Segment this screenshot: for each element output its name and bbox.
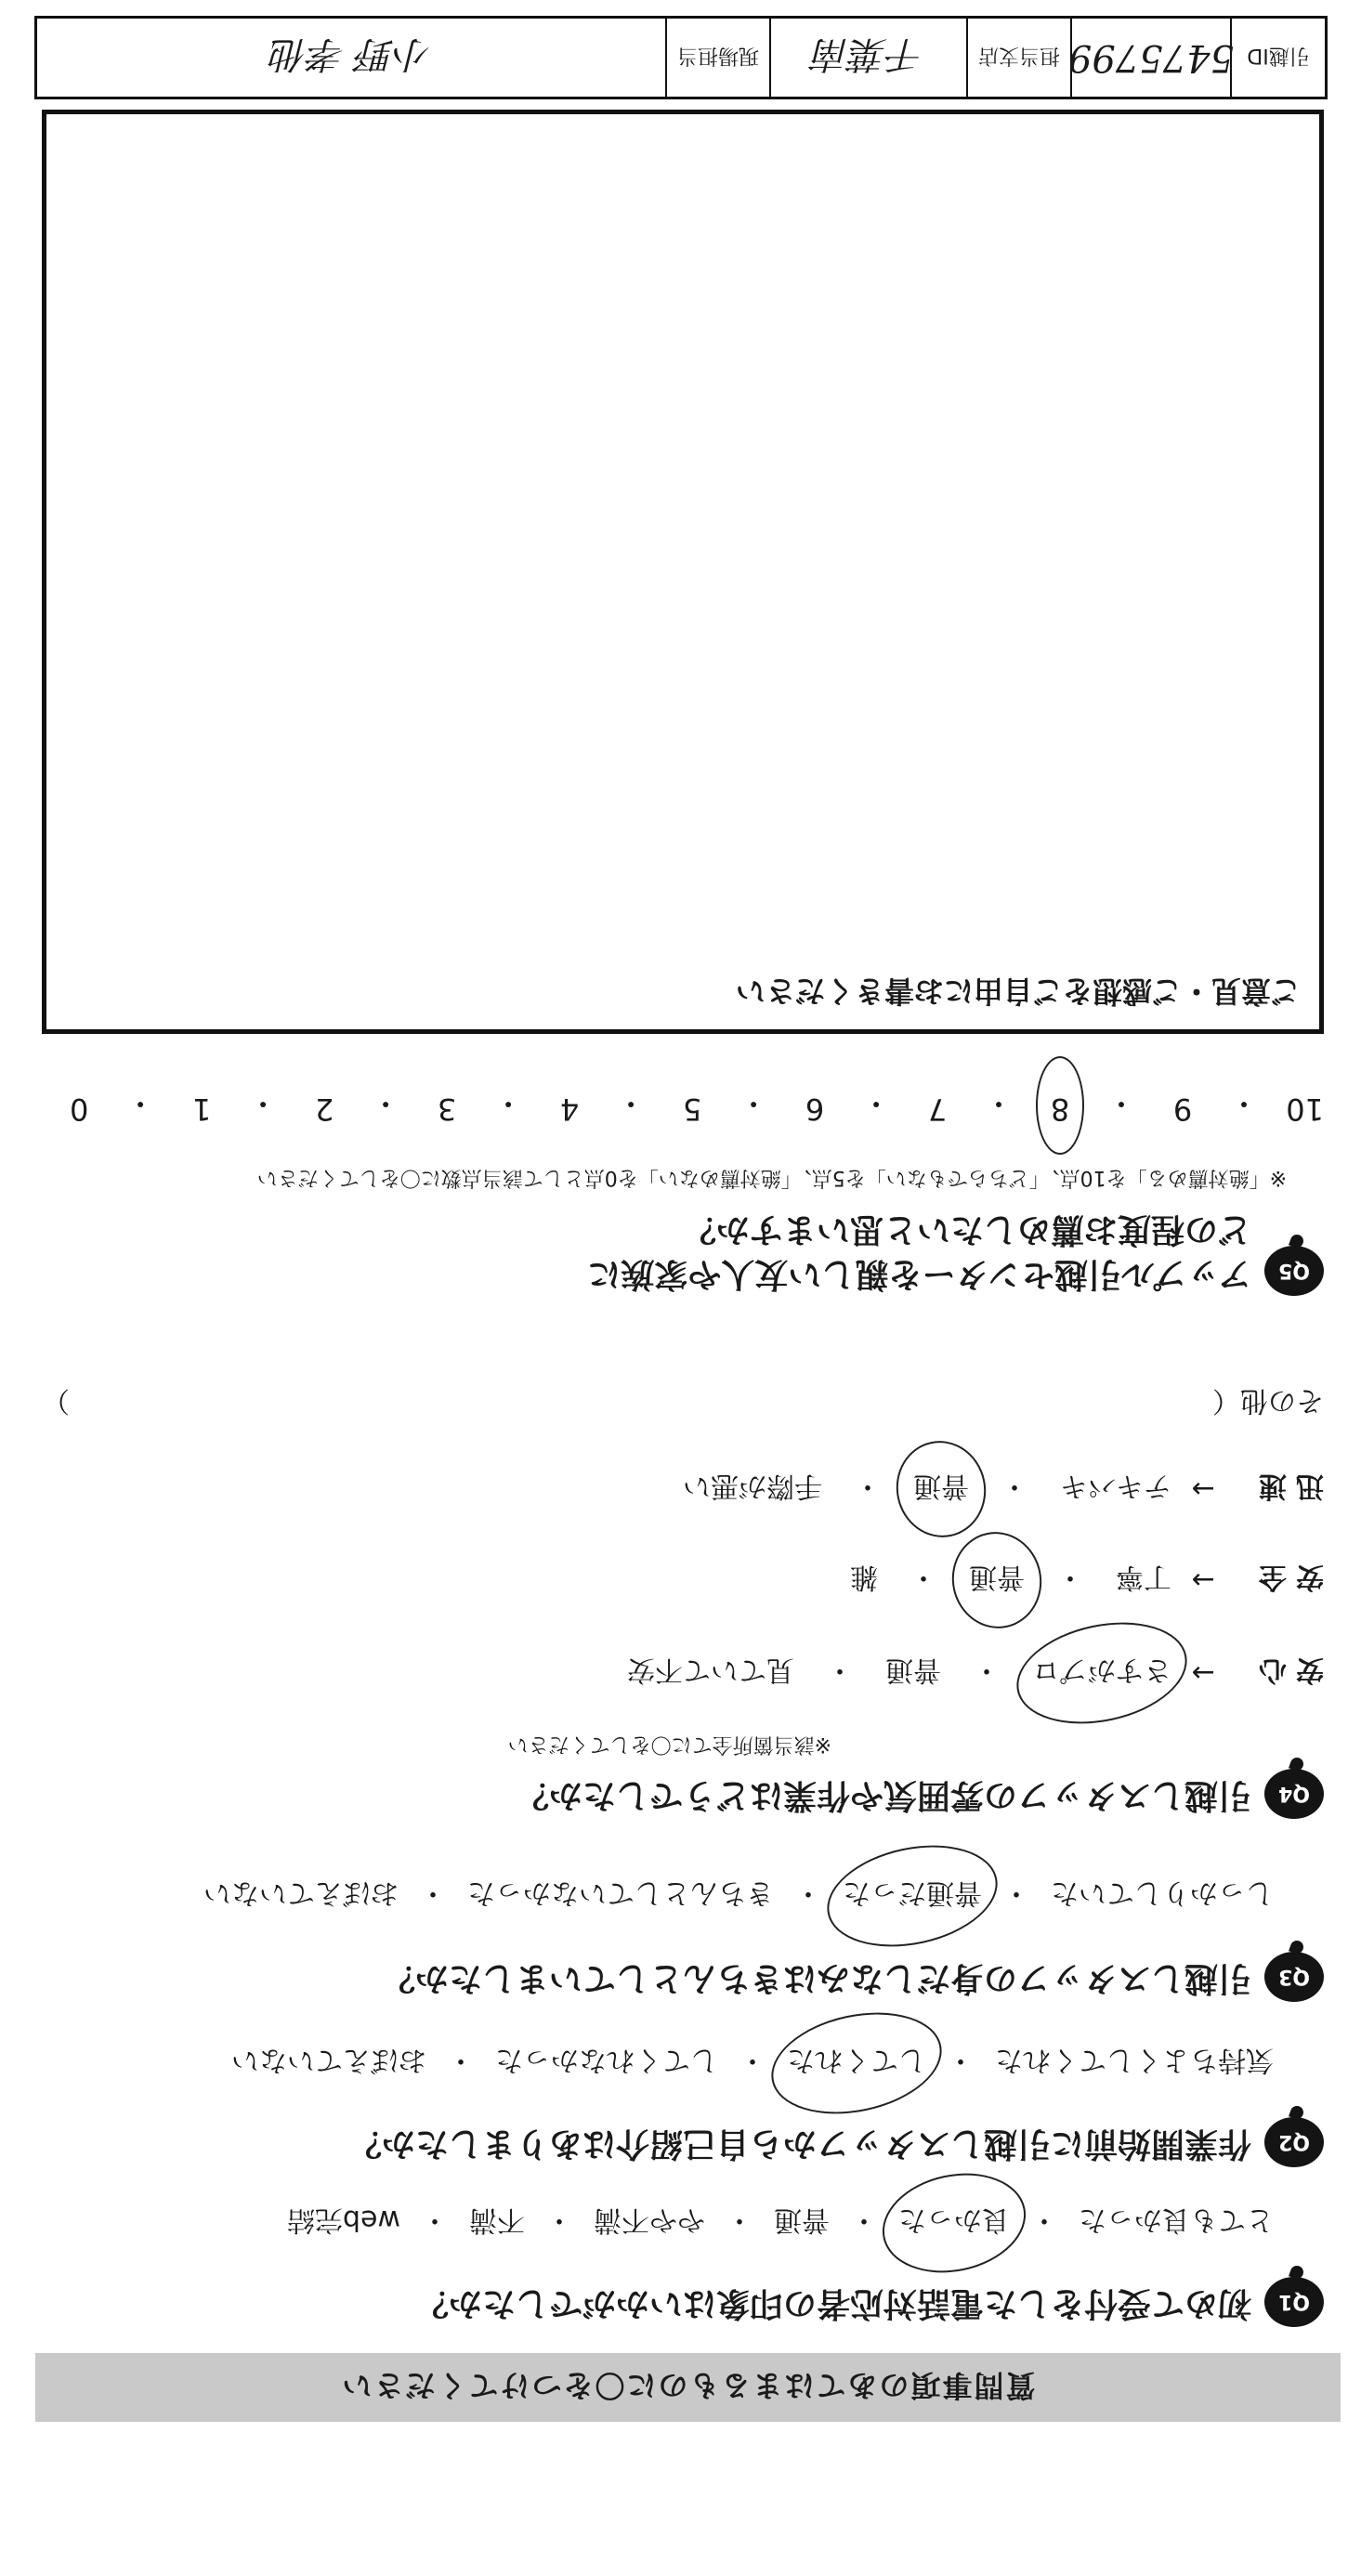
score-0[interactable]: 0 bbox=[69, 1092, 89, 1127]
q4-question: 引越しスタッフの雰囲気や作業はどうでしたか？ bbox=[515, 1776, 1251, 1814]
q1-question: 初めて受付をした電話対応者の印象はいかがでしたか？ bbox=[414, 2284, 1251, 2322]
q3-option[interactable]: おぼえていない bbox=[203, 1876, 399, 1909]
q2-badge: Q2 bbox=[1264, 2117, 1324, 2167]
branch-label: 担当支店 bbox=[966, 19, 1070, 97]
q4-category: 安全 bbox=[1250, 1561, 1324, 1593]
score-2[interactable]: 2 bbox=[314, 1092, 334, 1127]
arrow-right-icon: → bbox=[1191, 1656, 1215, 1690]
q4-option-selected[interactable]: 普通 bbox=[965, 1560, 1028, 1601]
q4-category: 安心 bbox=[1250, 1654, 1324, 1686]
q4-other-close: ） bbox=[42, 1384, 70, 1417]
q4-other bbox=[42, 1383, 1324, 1424]
comment-box[interactable] bbox=[42, 110, 1324, 1034]
q2-option-selected[interactable]: してくれた bbox=[783, 2043, 930, 2084]
score-5[interactable]: 5 bbox=[682, 1092, 702, 1127]
id-value: 5475799 bbox=[1070, 19, 1230, 97]
id-label: 引越ID bbox=[1230, 19, 1325, 97]
q2-option[interactable]: してくれなかった bbox=[495, 2044, 718, 2076]
q4-option[interactable]: 丁寧 bbox=[1116, 1561, 1171, 1593]
q4-other-input[interactable] bbox=[70, 1390, 1212, 1418]
arrow-right-icon: → bbox=[1191, 1563, 1215, 1597]
q3-badge: Q3 bbox=[1264, 1952, 1324, 2002]
id-table bbox=[34, 16, 1328, 99]
q4-option[interactable]: 雑 bbox=[850, 1561, 878, 1593]
q4-row-jinsoku: 迅速 → テキパキ ・ 普通 ・ 手際が悪い bbox=[679, 1469, 1324, 1510]
q1-option[interactable]: web完結 bbox=[286, 2203, 400, 2236]
q4-badge: Q4 bbox=[1264, 1769, 1324, 1819]
score-6[interactable]: 6 bbox=[805, 1092, 825, 1127]
branch-value: 千葉南 bbox=[769, 19, 966, 97]
q1-option[interactable]: やや不満 bbox=[594, 2203, 705, 2236]
q2-options: 気持ちよくしてくれた ・ してくれた ・ してくれなかった ・ おぼえていない bbox=[228, 2043, 1277, 2084]
q2-option[interactable]: おぼえていない bbox=[231, 2044, 426, 2076]
score-7[interactable]: 7 bbox=[927, 1092, 948, 1127]
q5-question-line2: どの程度お薦めしたいと思いますか？ bbox=[682, 1210, 1251, 1249]
q4-option-selected[interactable]: さすがプロ bbox=[1028, 1653, 1175, 1693]
leader-label: 現場担当 bbox=[665, 19, 769, 97]
q4-option[interactable]: 手際が悪い bbox=[683, 1470, 822, 1502]
q4-note: ※該当箇所全てに〇をしてください bbox=[507, 1733, 831, 1756]
q1-option-selected[interactable]: 良かった bbox=[895, 2203, 1014, 2243]
q3-options: しっかりしていた ・ 普通だった ・ きちんとしていなかった ・ おぼえていない bbox=[200, 1876, 1277, 1916]
score-1[interactable]: 1 bbox=[191, 1092, 212, 1127]
arrow-right-icon: → bbox=[1191, 1472, 1215, 1506]
q4-row-anshin: 安心 → さすがプロ ・ 普通 ・ 見ていて不安 bbox=[623, 1653, 1324, 1693]
q4-row-anzen: 安全 → 丁寧 ・ 普通 ・ 雑 bbox=[846, 1560, 1324, 1601]
q3-option[interactable]: きちんとしていなかった bbox=[467, 1876, 774, 1909]
q4-option[interactable]: 普通 bbox=[885, 1654, 941, 1686]
leader-value: 小野 孝他 bbox=[270, 33, 432, 76]
q4-option[interactable]: テキパキ bbox=[1060, 1470, 1171, 1502]
q4-option[interactable]: 見ていて不安 bbox=[627, 1654, 794, 1686]
q5-score-scale: 10 ・ 9 ・ 8 ・ 7 ・ 6 ・ 5 ・ 4 ・ 3 ・ 2 ・ 1 ・ 0 bbox=[60, 1084, 1324, 1127]
q1-badge: Q1 bbox=[1264, 2277, 1324, 2327]
q4-other-label: その他（ bbox=[1212, 1384, 1324, 1417]
score-10[interactable]: 10 bbox=[1286, 1092, 1324, 1127]
q1-option[interactable]: 普通 bbox=[774, 2203, 830, 2236]
q4-category: 迅速 bbox=[1250, 1470, 1324, 1502]
instruction-banner: 質問事項のあてはまるものに〇をつけてください bbox=[35, 2353, 1341, 2422]
q5-badge: Q5 bbox=[1264, 1246, 1324, 1296]
q3-option[interactable]: しっかりしていた bbox=[1051, 1876, 1274, 1909]
q3-option-selected[interactable]: 普通だった bbox=[839, 1876, 986, 1916]
q3-question: 引越しスタッフの身だしなみはきちんとしていましたか？ bbox=[381, 1959, 1251, 1997]
q4-option-selected[interactable]: 普通 bbox=[910, 1469, 973, 1510]
q2-question: 作業開始前に引越しスタッフから自己紹介はありましたか？ bbox=[347, 2125, 1251, 2163]
score-4[interactable]: 4 bbox=[559, 1092, 580, 1127]
q1-option[interactable]: 不満 bbox=[469, 2203, 525, 2236]
score-9[interactable]: 9 bbox=[1172, 1092, 1193, 1127]
score-8-selected[interactable]: 8 bbox=[1041, 1084, 1079, 1127]
q5-question-line1: アップル引越センターを親しい友人や家族に bbox=[587, 1255, 1251, 1293]
q5-note: ※「絶対薦める」を10点、「どちらでもない」を5点、「絶対薦めない」を0点として該当点数に〇をしてください bbox=[256, 1166, 1287, 1189]
q2-option[interactable]: 気持ちよくしてくれた bbox=[995, 2044, 1274, 2076]
q1-options: とても良かった ・ 良かった ・ 普通 ・ やや不満 ・ 不満 ・ web完結 bbox=[283, 2203, 1277, 2243]
comment-box-title: ご意見・ご感想をご自由にお書きください bbox=[735, 974, 1301, 1009]
q1-option[interactable]: とても良かった bbox=[1079, 2203, 1274, 2236]
score-3[interactable]: 3 bbox=[437, 1092, 457, 1127]
